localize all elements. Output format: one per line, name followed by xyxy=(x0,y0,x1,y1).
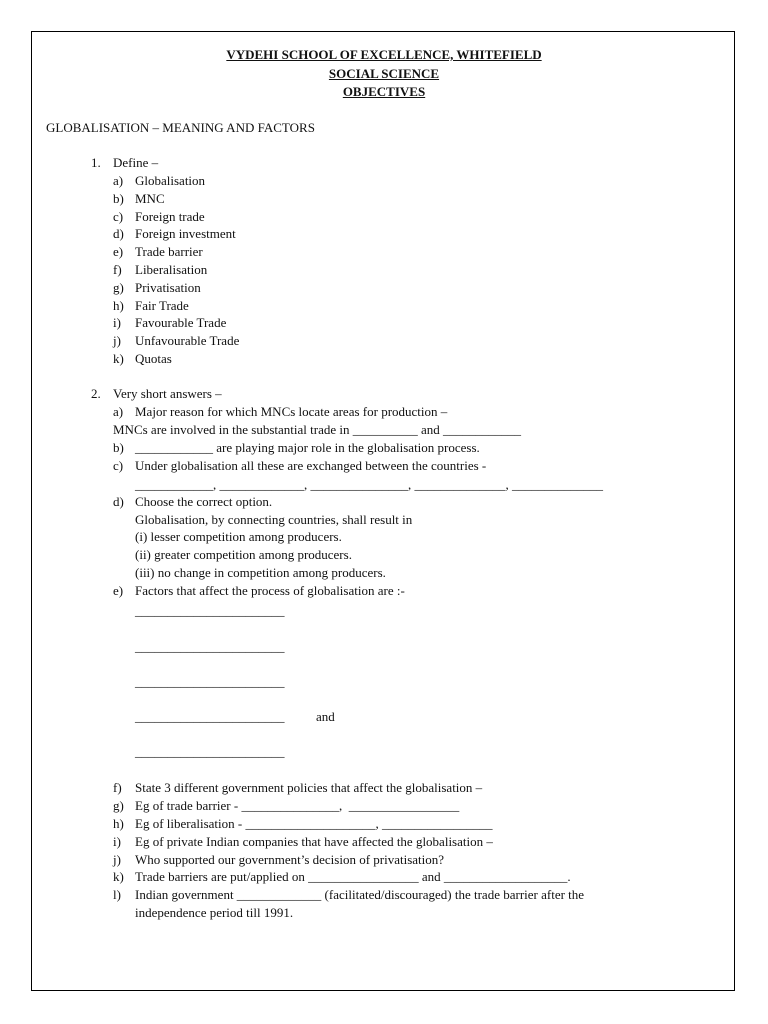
define-term: Foreign investment xyxy=(135,226,236,241)
item-b-text: ____________ are playing major role in the globalisation process. xyxy=(135,440,480,455)
item-marker: c) xyxy=(113,209,124,224)
question-title: Define – xyxy=(113,155,159,170)
item-marker: a) xyxy=(113,404,124,419)
item-marker: j) xyxy=(113,333,121,348)
item-i-text: Eg of private Indian companies that have affected the globalisation – xyxy=(135,834,493,849)
item-marker: f) xyxy=(113,780,122,795)
item-g-text: Eg of trade barrier - _______________, _________________ xyxy=(135,798,460,813)
item-marker: f) xyxy=(113,262,122,277)
item-h-text: Eg of liberalisation - ____________________, _________________ xyxy=(135,816,493,831)
answer-blank: _______________________ xyxy=(135,744,285,759)
define-term: Liberalisation xyxy=(135,262,208,277)
question-title: Very short answers – xyxy=(113,386,222,401)
item-e-text: Factors that affect the process of globalisation are :- xyxy=(135,583,405,598)
item-marker: c) xyxy=(113,458,124,473)
and-label: and xyxy=(316,709,335,724)
define-term: Quotas xyxy=(135,351,172,366)
item-marker: h) xyxy=(113,298,124,313)
item-k-text: Trade barriers are put/applied on _________________ and ___________________. xyxy=(135,869,571,884)
item-marker: b) xyxy=(113,440,124,455)
define-term: Foreign trade xyxy=(135,209,205,224)
question-number: 1. xyxy=(91,155,101,170)
item-marker: k) xyxy=(113,351,124,366)
item-a-line2: MNCs are involved in the substantial trade in __________ and ____________ xyxy=(113,422,522,437)
answer-blank: _______________________ xyxy=(135,674,285,689)
answer-blank: _______________________ xyxy=(135,709,285,724)
worksheet-type: OBJECTIVES xyxy=(342,84,426,99)
item-marker: a) xyxy=(113,173,124,188)
topic-heading: GLOBALISATION – MEANING AND FACTORS xyxy=(46,120,315,135)
school-name: VYDEHI SCHOOL OF EXCELLENCE, WHITEFIELD xyxy=(226,47,542,62)
item-marker: e) xyxy=(113,583,124,598)
item-marker: b) xyxy=(113,191,124,206)
define-term: Privatisation xyxy=(135,280,201,295)
define-term: Trade barrier xyxy=(135,244,203,259)
item-a-text: Major reason for which MNCs locate areas for production – xyxy=(135,404,448,419)
subject-title: SOCIAL SCIENCE xyxy=(328,66,440,81)
define-term: Unfavourable Trade xyxy=(135,333,240,348)
item-marker: d) xyxy=(113,226,124,241)
item-marker: l) xyxy=(113,887,121,902)
item-marker: h) xyxy=(113,816,124,831)
item-c-text: Under globalisation all these are exchanged between the countries - xyxy=(135,458,487,473)
define-term: Fair Trade xyxy=(135,298,189,313)
item-j-text: Who supported our government’s decision of privatisation? xyxy=(135,852,445,867)
item-marker: e) xyxy=(113,244,124,259)
item-c-blanks: ____________, _____________, _______________, ______________, ______________ xyxy=(135,477,603,492)
define-term: Globalisation xyxy=(135,173,206,188)
item-marker: g) xyxy=(113,798,124,813)
define-term: MNC xyxy=(135,191,165,206)
answer-blank: _______________________ xyxy=(135,639,285,654)
item-marker: g) xyxy=(113,280,124,295)
option-1: (i) lesser competition among producers. xyxy=(135,529,342,544)
define-term: Favourable Trade xyxy=(135,315,227,330)
item-d-text: Choose the correct option. xyxy=(135,494,273,509)
item-l-text: Indian government _____________ (facilitated/discouraged) the trade barrier after the xyxy=(135,887,585,902)
item-marker: k) xyxy=(113,869,124,884)
option-2: (ii) greater competition among producers. xyxy=(135,547,352,562)
option-3: (iii) no change in competition among producers. xyxy=(135,565,386,580)
item-l-line2: independence period till 1991. xyxy=(135,905,294,920)
item-marker: i) xyxy=(113,834,121,849)
item-f-text: State 3 different government policies that affect the globalisation – xyxy=(135,780,483,795)
item-d-stem: Globalisation, by connecting countries, shall result in xyxy=(135,512,413,527)
answer-blank: _______________________ xyxy=(135,603,285,618)
item-marker: j) xyxy=(113,852,121,867)
question-number: 2. xyxy=(91,386,101,401)
item-marker: d) xyxy=(113,494,124,509)
item-marker: i) xyxy=(113,315,121,330)
